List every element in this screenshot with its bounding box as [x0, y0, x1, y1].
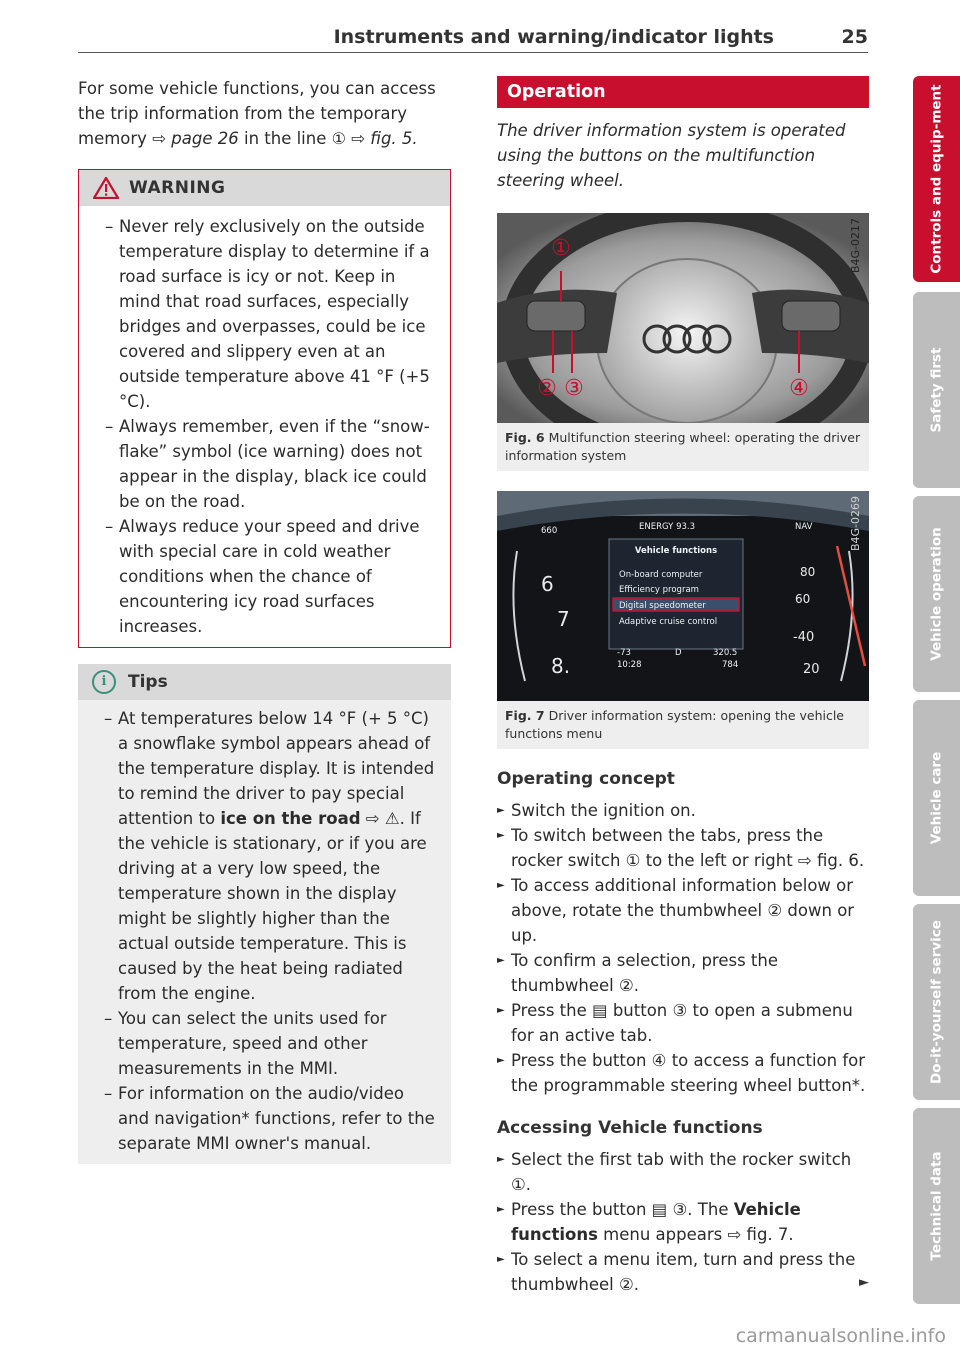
tips-text: ⇨ ⚠. If the vehicle is stationary, or if you are driving at a very low speed, the temperature shown in the display might be slightly higher than the actual outside temperature. This is caused by the heat being radiated from the engine. [118, 809, 427, 1003]
intro-text: For some vehicle functions, you can access the trip information from the temporary memory [78, 79, 436, 148]
callout-2-label: ② [537, 376, 557, 401]
continue-arrow-icon: ► [859, 1275, 869, 1290]
cluster-nav: NAV [795, 522, 813, 532]
svg-text:-40: -40 [793, 630, 815, 645]
figure-7 [497, 491, 869, 749]
steering-wheel-image [497, 213, 869, 423]
step-text: menu appears ⇨ fig. 7. [597, 1225, 794, 1244]
tips-header [78, 664, 451, 700]
instruction-step: ► Press the button ④ to access a function for the programmable steering wheel button*. [497, 1048, 869, 1098]
page-reference-link[interactable]: ⇨ page 26 [152, 129, 239, 148]
callout-1-label: ① [551, 236, 571, 261]
menu-item: Adaptive cruise control [619, 617, 718, 627]
warning-triangle-icon [93, 177, 119, 199]
instruction-step [497, 1197, 869, 1247]
chapter-tab-label: Vehicle operation [928, 527, 944, 661]
svg-text:8.: 8. [551, 654, 571, 678]
step-emphasis: Vehicle functions [511, 1200, 801, 1244]
status-trip: 320.5 [713, 648, 738, 658]
tips-item: – You can select the units used for temperature, speed and other measurements in the MMI. [92, 1006, 437, 1081]
section-intro: The driver information system is operated using the buttons on the multifunction steering wheel. [497, 121, 846, 190]
menu-title: Vehicle functions [634, 546, 718, 556]
chapter-tab-label: Vehicle care [928, 751, 944, 845]
caption-label: Fig. 6 [505, 430, 545, 445]
warning-box [78, 169, 451, 648]
intro-text-mid: in the line [238, 129, 332, 148]
figure-6 [497, 213, 869, 471]
instrument-cluster-image [497, 491, 869, 701]
cluster-radio: ENERGY 93.3 [639, 522, 695, 532]
callout-3-label: ③ [564, 376, 584, 401]
callout-4-label: ④ [789, 376, 809, 401]
tips-emphasis: ice on the road [220, 809, 361, 828]
figure-6-caption [497, 423, 869, 471]
caption-text: Multifunction steering wheel: operating the driver information system [505, 430, 861, 463]
header-title: Instruments and warning/indicator lights [333, 26, 774, 48]
callout-1: ① [331, 129, 346, 148]
chapter-tab-safety[interactable] [913, 292, 960, 488]
step-text: Press the button ▤ ③. The [511, 1200, 734, 1219]
menu-item-selected: Digital speedometer [619, 601, 706, 611]
svg-text:6: 6 [541, 572, 554, 596]
warning-header [79, 170, 450, 206]
info-icon: i [92, 670, 116, 694]
vehicle-functions-heading: Accessing Vehicle functions [497, 1118, 763, 1138]
status-temperature: -73 [617, 648, 631, 658]
figure-7-caption [497, 701, 869, 749]
chapter-tab-technical-data[interactable] [913, 1108, 960, 1304]
tips-box [78, 664, 451, 1164]
figure-code: B4G-0217 [849, 217, 862, 273]
warning-item: – Always reduce your speed and drive with special care in cold weather conditions when the chance of encountering icy road surfaces increases. [93, 514, 436, 639]
instruction-step: ► To switch between the tabs, press the rocker switch ① to the left or right ⇨ fig. 6. [497, 823, 869, 873]
instruction-step [497, 1247, 869, 1297]
svg-text:7: 7 [557, 607, 570, 631]
svg-text:20: 20 [803, 662, 820, 677]
chapter-tab-label: Safety first [928, 347, 944, 433]
tips-item: – For information on the audio/video and navigation* functions, refer to the separate MMI owner's manual. [92, 1081, 437, 1156]
intro-paragraph [78, 76, 451, 151]
menu-item: Efficiency program [619, 585, 699, 595]
chapter-tab-label: Controls and equip-ment [928, 84, 944, 274]
instruction-step: ► Select the first tab with the rocker switch ①. [497, 1147, 869, 1197]
chapter-tab-vehicle-care[interactable] [913, 700, 960, 896]
chapter-tab-vehicle-operation[interactable] [913, 496, 960, 692]
status-gear: D [675, 648, 682, 658]
warning-title: WARNING [129, 177, 226, 198]
tips-text: At temperatures below 14 °F (+ 5 °C) a snowflake symbol appears ahead of the temperature display. It is intended to remind the driver to pay special attention to [118, 709, 435, 828]
page-number: 25 [841, 26, 868, 48]
section-title: Operation [497, 76, 869, 108]
chapter-tab-label: Do-it-yourself service [928, 920, 944, 1084]
tips-body [78, 700, 451, 1164]
warning-item: – Never rely exclusively on the outside temperature display to determine if a road surface is icy or not. Keep in mind that road surfaces, especially bridges and overpasses, could be ice covered and slippery even at an outside temperature above 41 °F (+5 °C). [93, 214, 436, 414]
chapter-tab-diy-service[interactable] [913, 904, 960, 1100]
right-column [497, 76, 869, 1297]
left-column [78, 76, 451, 1164]
page-header [78, 20, 868, 53]
fig-reference-link[interactable]: ⇨ fig. 5. [345, 129, 418, 148]
instruction-step: ► To access additional information below or above, rotate the thumbwheel ② down or up. [497, 873, 869, 948]
svg-text:80: 80 [800, 565, 816, 579]
menu-item: On-board computer [619, 570, 703, 580]
instruction-step: ► Press the ▤ button ③ to open a submenu for an active tab. [497, 998, 869, 1048]
instruction-step: ► To confirm a selection, press the thumbwheel ②. [497, 948, 869, 998]
step-text: To select a menu item, turn and press the thumbwheel ②. [511, 1250, 856, 1294]
chapter-tab-controls[interactable] [913, 76, 960, 282]
warning-body [79, 206, 450, 647]
caption-label: Fig. 7 [505, 708, 545, 723]
tips-title: Tips [128, 671, 168, 692]
svg-text:60: 60 [795, 592, 811, 606]
chapter-tab-label: Technical data [928, 1151, 944, 1261]
figure-code: B4G-0269 [849, 495, 862, 551]
caption-text: Driver information system: opening the vehicle functions menu [505, 708, 844, 741]
warning-item: – Always remember, even if the “snow-flake” symbol (ice warning) does not appear in the display, black ice could be on the road. [93, 414, 436, 514]
tips-item [92, 706, 437, 1006]
instruction-step: ► Switch the ignition on. [497, 798, 869, 823]
status-odometer: 784 [722, 660, 739, 670]
watermark: carmanualsonline.info [735, 1325, 946, 1347]
cluster-range: 660 [541, 526, 558, 536]
operating-concept-heading: Operating concept [497, 769, 675, 789]
status-time: 10:28 [617, 660, 642, 670]
